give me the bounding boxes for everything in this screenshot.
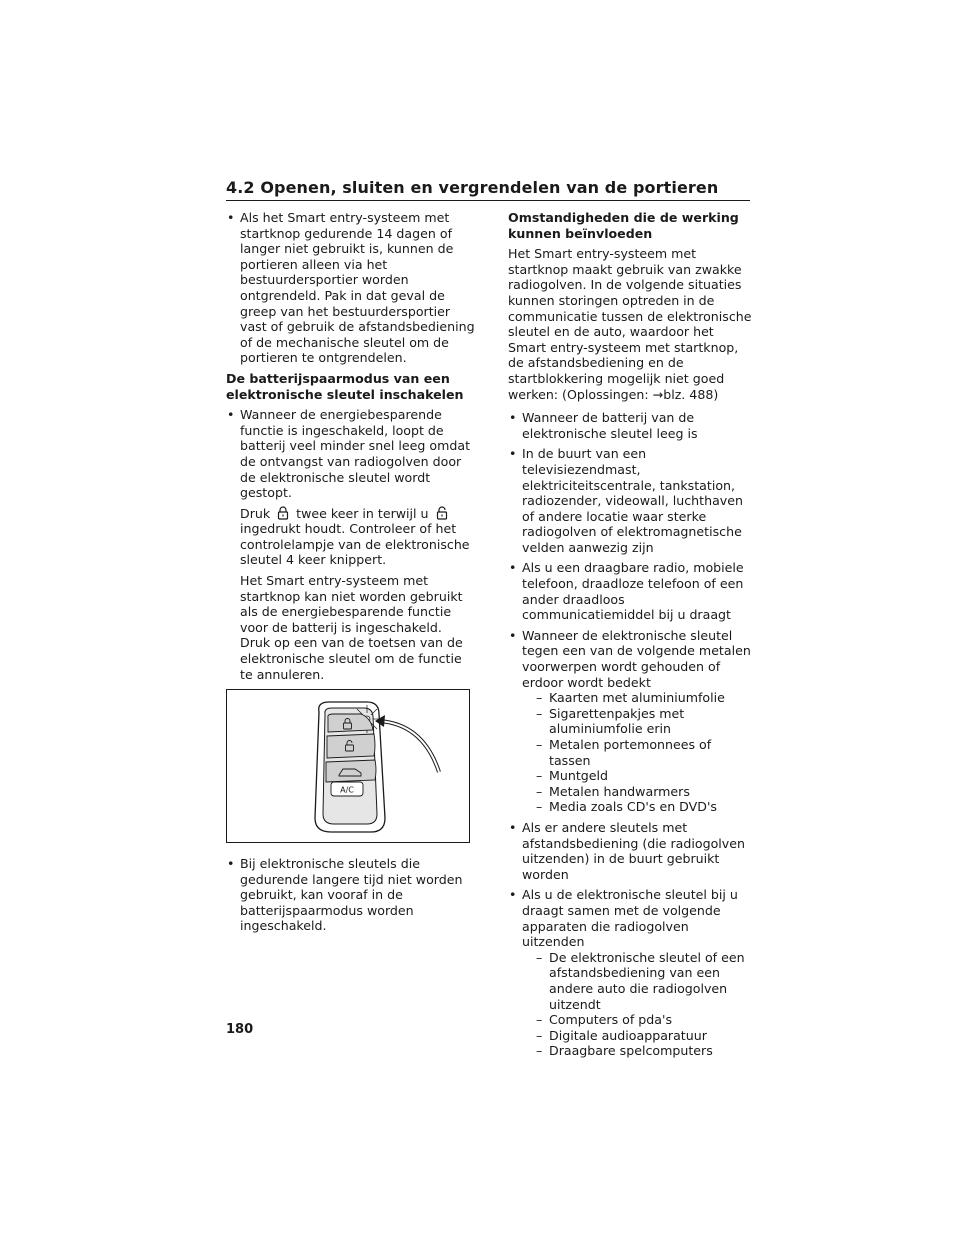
heading-conditions: Omstandigheden die de werking kunnen beïnvloeden <box>508 210 739 241</box>
press-text-b: twee keer in terwijl u <box>296 505 429 521</box>
list-item: – De elektronische sleutel of een afstandsbediening van een andere auto die radiogolven uitzendt <box>522 950 752 1012</box>
list-item: – Sigarettenpakjes met aluminiumfolie erin <box>522 706 752 737</box>
bullet-other-keys: • Als er andere sleutels met afstandsbediening (die radiogolven uitzenden) in de buurt gebruikt worden <box>508 820 752 882</box>
ac-button-label: A/C <box>340 785 354 795</box>
heading-battery-saving-mode: De batterijspaarmodus van een elektronische sleutel inschakelen <box>226 370 464 402</box>
bullet-battery-empty: • Wanneer de batterij van de elektronische sleutel leeg is <box>508 410 752 441</box>
left-column <box>226 210 476 687</box>
list-item: – Metalen handwarmers <box>522 784 752 800</box>
list-item: – Muntgeld <box>522 768 752 784</box>
metal-objects-text: • Wanneer de elektronische sleutel tegen een van de volgende metalen voorwerpen wordt gehouden of erdoor wordt bedekt <box>522 627 751 690</box>
bullet-radio-devices <box>508 887 752 1059</box>
press-text-c: ingedrukt houdt. Controleer of het controlelampje van de elektronische sleutel 4 keer knippert. <box>240 521 470 568</box>
press-arrow-icon <box>375 715 439 772</box>
bullet-inactive-14-days: • Als het Smart entry-systeem met startknop gedurende 14 dagen of langer niet gebruikt is, kunnen de portieren alleen via het bestuurdersportier worden ontgrendeld. Pak in dat geval de greep van het bestuurdersportier vast of gebruik de afstandsbediening of de mechanische sleutel om de portieren te ontgrendelen. <box>226 210 476 366</box>
bullet-metal-objects <box>508 628 752 815</box>
page-number: 180 <box>226 1022 254 1037</box>
lock-icon <box>276 506 290 520</box>
list-item: – Kaarten met aluminiumfolie <box>522 690 752 706</box>
paragraph-intro: Het Smart entry-systeem met startknop maakt gebruik van zwakke radiogolven. In de volgende situaties kunnen storingen optreden in de communicatie tussen de elektronische sleutel en de auto, waardoor het Smart entry-systeem met startknop, de afstandsbediening en de startblokkering mogelijk niet goed werken: (Oplossingen: →blz. 488) <box>508 246 752 402</box>
right-column <box>508 210 752 1064</box>
bullet-preset-battery-mode: • Bij elektronische sleutels die gedurende langere tijd niet worden gebruikt, kan vooraf in de batterijspaarmodus worden ingeschakeld. <box>226 856 476 934</box>
list-item: – Draagbare spelcomputers <box>522 1043 752 1059</box>
list-item: – Metalen portemonnees of tassen <box>522 737 752 768</box>
bullet-radio-interference: • In de buurt van een televisiezendmast, elektriciteitscentrale, tankstation, radiozender, videowall, luchthaven of andere locatie waar sterke radiogolven of elektromagnetische velden aanwezig zijn <box>508 446 752 555</box>
list-item: – Computers of pda's <box>522 1012 752 1028</box>
list-item: – Media zoals CD's en DVD's <box>522 799 752 815</box>
section-header: 4.2 Openen, sluiten en vergrendelen van de portieren <box>226 178 719 197</box>
header-divider <box>226 200 750 201</box>
key-fob-drawing <box>227 690 469 842</box>
unlock-icon <box>435 506 449 520</box>
press-text-a: Druk <box>240 505 271 521</box>
paragraph-cannot-use: Het Smart entry-systeem met startknop kan niet worden gebruikt als de energiebesparende functie voor de batterij is ingeschakeld. Druk op een van de toetsen van de elektronische sleutel om de functie te annuleren. <box>240 573 463 682</box>
radio-devices-text: • Als u de elektronische sleutel bij u draagt samen met de volgende apparaten die radiogolven uitzenden <box>522 887 738 950</box>
paragraph-press-instructions <box>226 506 476 568</box>
bullet-wireless-devices: • Als u een draagbare radio, mobiele telefoon, draadloze telefoon of een ander draadloos communicatiemiddel bij u draagt <box>508 560 752 622</box>
electronic-key-illustration <box>226 689 470 843</box>
list-item: – Digitale audioapparatuur <box>522 1028 752 1044</box>
left-column-bottom <box>226 856 476 939</box>
bullet-energy-saving: • Wanneer de energiebesparende functie is ingeschakeld, loopt de batterij veel minder snel leeg omdat de ontvangst van radiogolven door de elektronische sleutel wordt gestopt. <box>226 407 476 501</box>
